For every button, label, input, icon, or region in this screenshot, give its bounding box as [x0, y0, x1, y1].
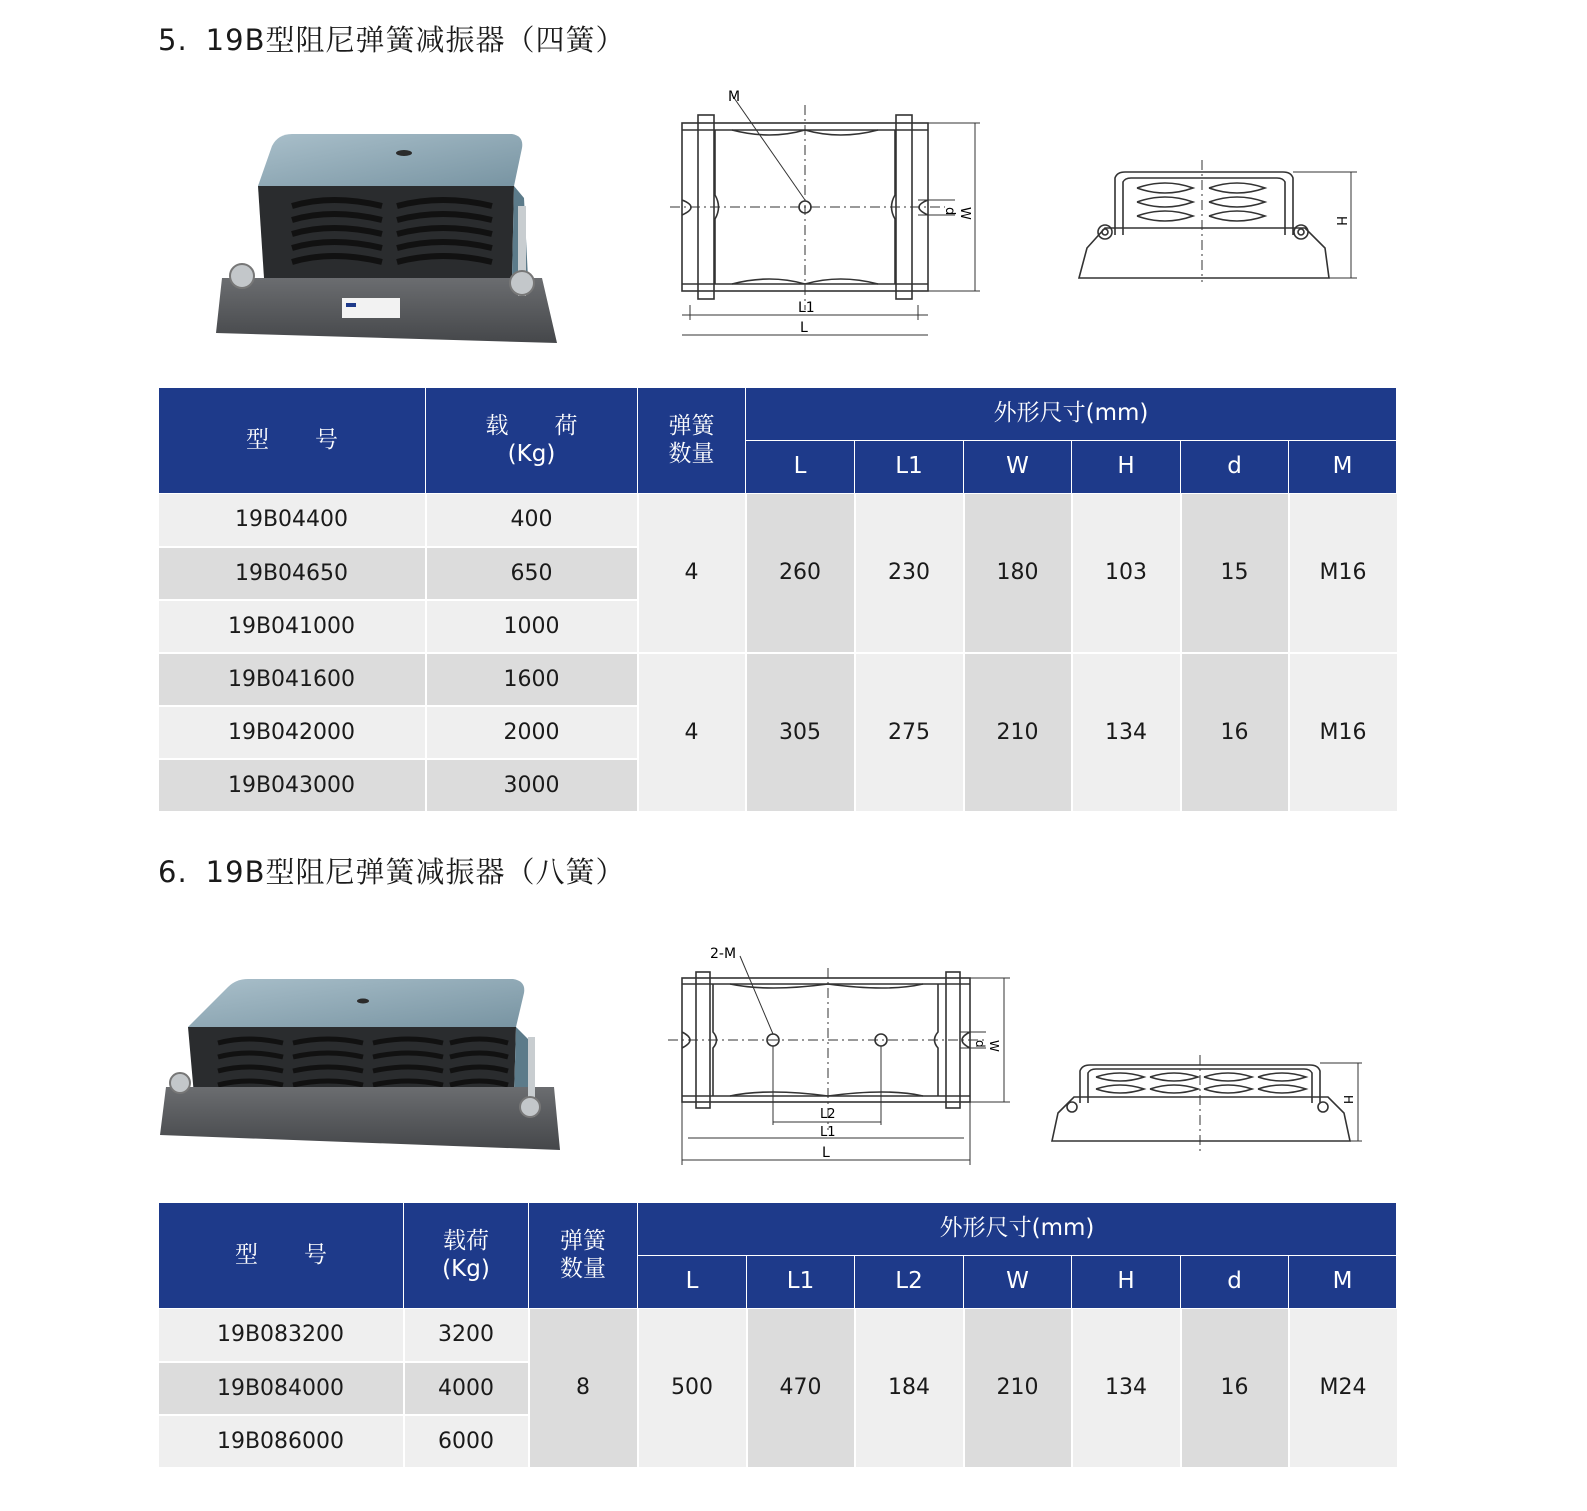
load-cell: 1600 [426, 653, 638, 706]
table-row [159, 494, 1397, 547]
springs-cell: 4 [638, 653, 746, 812]
dim-W-cell: 210 [964, 653, 1072, 812]
label-d: d [973, 1040, 987, 1048]
header-M: M [1289, 441, 1397, 494]
header-L: L [746, 441, 855, 494]
load-cell: 4000 [404, 1362, 529, 1415]
dim-M-cell: M24 [1289, 1309, 1397, 1468]
header-load: 载 荷 (Kg) [426, 388, 638, 494]
header-W: W [964, 1256, 1072, 1309]
label-L1: L1 [820, 1125, 836, 1140]
four-spring-damper-photo [212, 128, 562, 348]
dim-M-cell: M16 [1289, 653, 1397, 812]
header-dimensions: 外形尺寸(mm) [746, 388, 1397, 441]
header-model: 型 号 [159, 388, 426, 494]
model-cell: 19B041000 [159, 600, 426, 653]
header-spring-count: 弹簧 数量 [638, 388, 746, 494]
header-H: H [1072, 441, 1181, 494]
label-W: W [957, 207, 972, 220]
springs-cell: 8 [529, 1309, 638, 1468]
eight-spring-damper-photo [158, 975, 568, 1155]
load-cell: 2000 [426, 706, 638, 759]
dim-L2-cell: 184 [855, 1309, 964, 1468]
dim-L1-cell: 230 [855, 494, 964, 653]
label-d: d [942, 207, 957, 216]
header-d: d [1181, 441, 1289, 494]
label-L: L [822, 1145, 830, 1161]
label-L1: L1 [798, 300, 815, 316]
model-cell: 19B083200 [159, 1309, 404, 1362]
model-cell: 19B042000 [159, 706, 426, 759]
springs-cell: 4 [638, 494, 746, 653]
label-2M: 2-M [710, 946, 737, 962]
header-dimensions: 外形尺寸(mm) [638, 1203, 1397, 1256]
header-load: 载荷 (Kg) [404, 1203, 529, 1309]
table-row [159, 1309, 1397, 1362]
dim-d-cell: 16 [1181, 653, 1289, 812]
dim-L1-cell: 275 [855, 653, 964, 812]
section6-spec-table [158, 1202, 1397, 1469]
dim-M-cell: M16 [1289, 494, 1397, 653]
load-cell: 1000 [426, 600, 638, 653]
four-spring-side-view-drawing [1075, 160, 1365, 290]
header-d: d [1181, 1256, 1289, 1309]
eight-spring-side-view-drawing [1048, 1055, 1368, 1155]
dim-H-cell: 103 [1072, 494, 1181, 653]
header-M: M [1289, 1256, 1397, 1309]
section5-spec-table [158, 387, 1397, 813]
load-cell: 400 [426, 494, 638, 547]
model-cell: 19B04650 [159, 547, 426, 600]
label-H: H [1341, 1095, 1355, 1105]
model-cell: 19B086000 [159, 1415, 404, 1468]
header-L: L [638, 1256, 747, 1309]
header-L2: L2 [855, 1256, 964, 1309]
dim-L1-cell: 470 [747, 1309, 855, 1468]
dim-L-cell: 305 [746, 653, 855, 812]
label-W: W [987, 1040, 1001, 1052]
dim-W-cell: 210 [964, 1309, 1072, 1468]
label-L: L [800, 320, 808, 336]
label-H: H [1333, 216, 1348, 226]
header-L1: L1 [747, 1256, 855, 1309]
label-M: M [728, 89, 741, 105]
header-model: 型 号 [159, 1203, 404, 1309]
load-cell: 6000 [404, 1415, 529, 1468]
dim-L-cell: 260 [746, 494, 855, 653]
section5-title: 5. 19B型阻尼弹簧减振器（四簧） [158, 23, 626, 57]
model-cell: 19B084000 [159, 1362, 404, 1415]
model-cell: 19B04400 [159, 494, 426, 547]
header-H: H [1072, 1256, 1181, 1309]
header-L1: L1 [855, 441, 964, 494]
four-spring-top-view-drawing [670, 85, 990, 345]
table-row [159, 653, 1397, 706]
dim-W-cell: 180 [964, 494, 1072, 653]
header-spring-count: 弹簧 数量 [529, 1203, 638, 1309]
dim-L-cell: 500 [638, 1309, 747, 1468]
dim-d-cell: 16 [1181, 1309, 1289, 1468]
model-cell: 19B043000 [159, 759, 426, 812]
dim-H-cell: 134 [1072, 1309, 1181, 1468]
load-cell: 3000 [426, 759, 638, 812]
dim-H-cell: 134 [1072, 653, 1181, 812]
dim-d-cell: 15 [1181, 494, 1289, 653]
section6-title: 6. 19B型阻尼弹簧减振器（八簧） [158, 855, 626, 889]
load-cell: 3200 [404, 1309, 529, 1362]
model-cell: 19B041600 [159, 653, 426, 706]
header-W: W [964, 441, 1072, 494]
eight-spring-top-view-drawing [668, 940, 1018, 1170]
load-cell: 650 [426, 547, 638, 600]
label-L2: L2 [820, 1107, 836, 1122]
